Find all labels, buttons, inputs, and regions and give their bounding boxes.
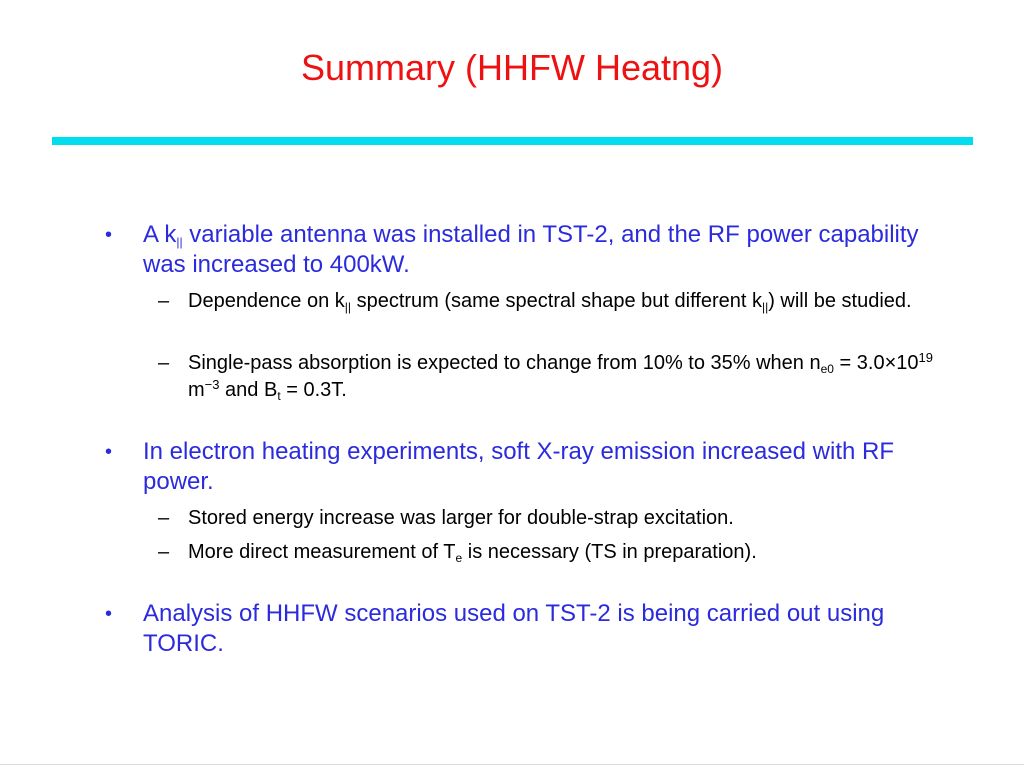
sub-bullet-item	[158, 288, 948, 315]
superscript: −3	[204, 377, 220, 392]
bullet-item	[105, 437, 963, 497]
dash-marker: –	[158, 541, 170, 563]
sub-bullet-text: spectrum (same spectral shape but different k	[351, 290, 762, 312]
sub-bullet-text: Single-pass absorption is expected to change from 10% to 35% when n	[188, 352, 821, 374]
sub-bullet-text: Dependence on k	[188, 290, 345, 312]
bullet-marker: •	[105, 441, 113, 463]
dash-marker: –	[158, 290, 170, 312]
sub-bullet-text: is necessary (TS in preparation).	[462, 541, 757, 563]
sub-bullet-text: ) will be studied.	[768, 290, 912, 312]
slide-title: Summary (HHFW Heatng)	[300, 47, 724, 88]
bullet-item	[105, 220, 963, 280]
subscript: e0	[820, 362, 834, 376]
sub-bullet-text: and B	[219, 379, 278, 401]
bullet-text: variable antenna was installed in TST-2, and the RF power capability was increased to 400kW.	[143, 221, 919, 278]
sub-bullet-text: More direct measurement of T	[188, 541, 456, 563]
sub-bullet-text: = 0.3T.	[280, 379, 347, 401]
sub-bullet-item	[158, 539, 948, 566]
subscript: ||	[176, 235, 183, 249]
bullet-marker: •	[105, 603, 113, 625]
sub-bullet-item	[158, 505, 948, 532]
bullet-text: A k	[143, 221, 177, 248]
dash-marker: –	[158, 507, 170, 529]
dash-marker: –	[158, 352, 170, 374]
subscript: ||	[344, 300, 352, 314]
sub-bullet-text: = 3.0×10	[833, 352, 919, 374]
bullet-marker: •	[105, 224, 113, 246]
subscript: e	[455, 551, 463, 565]
bullet-text: In electron heating experiments, soft X-ray emission increased with RF power.	[143, 438, 894, 495]
footer-divider	[0, 764, 1024, 765]
superscript: 19	[918, 350, 933, 365]
title-underline	[52, 137, 973, 145]
bullet-text: Analysis of HHFW scenarios used on TST-2 is being carried out using TORIC.	[143, 600, 885, 657]
sub-bullet-text: Stored energy increase was larger for double-strap excitation.	[188, 507, 734, 529]
sub-bullet-text: m	[188, 379, 205, 401]
sub-bullet-item	[158, 350, 948, 404]
bullet-item	[105, 599, 963, 659]
subscript: t	[277, 389, 281, 403]
subscript: ||	[761, 300, 769, 314]
